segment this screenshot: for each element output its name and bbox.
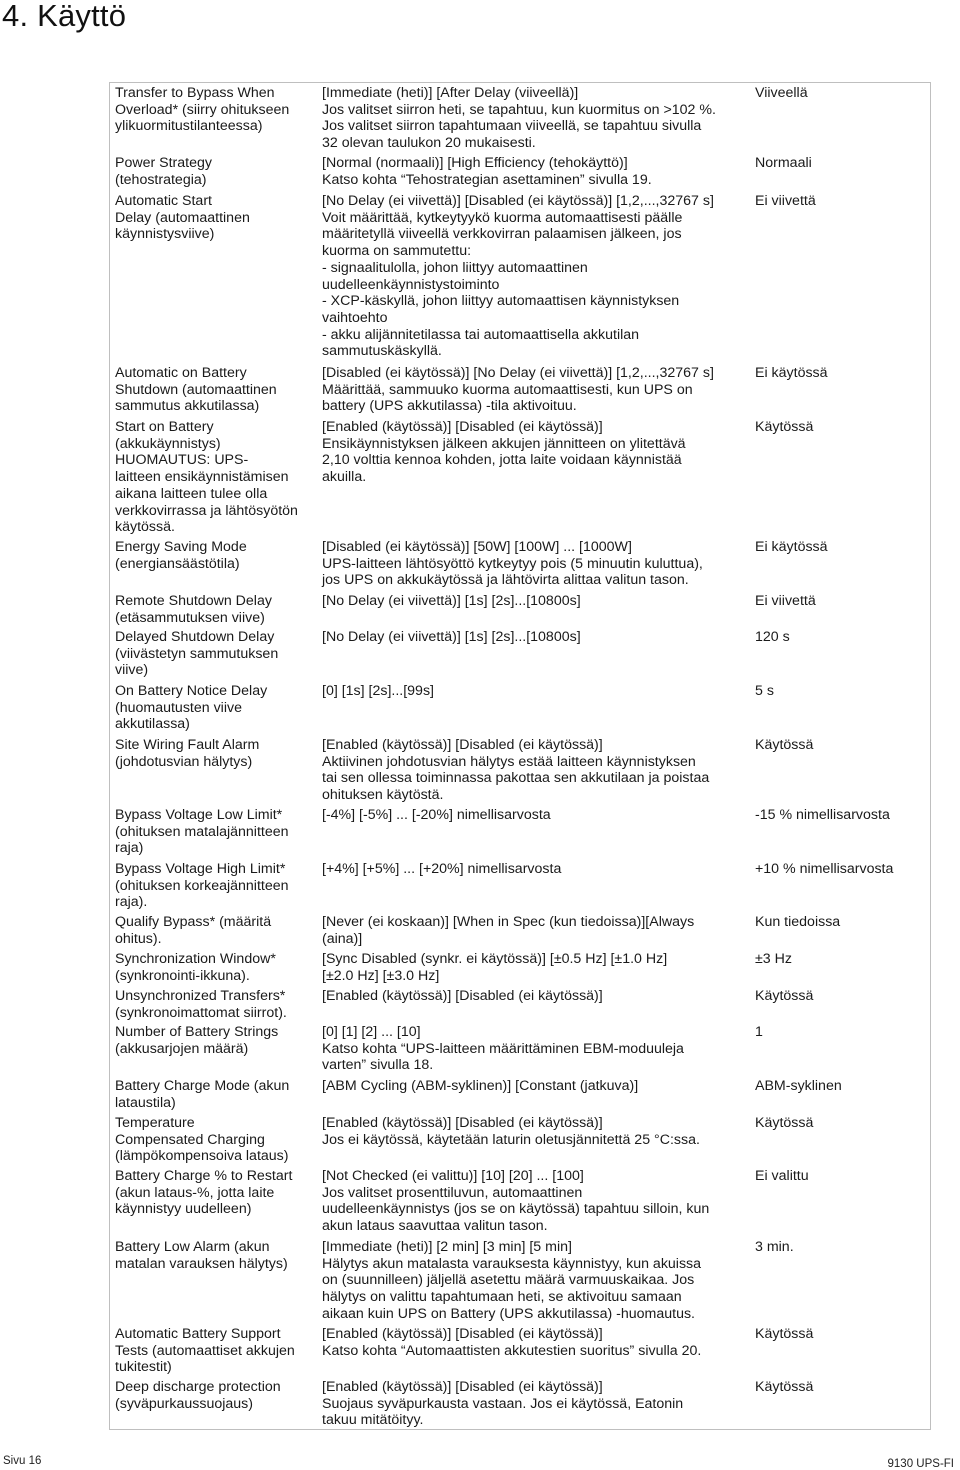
setting-options-line: [0] [1s] [2s]...[99s] — [322, 683, 434, 699]
setting-options-line: [Enabled (käytössä)] [Disabled (ei käytössä)] — [322, 988, 603, 1004]
setting-default — [755, 683, 927, 700]
setting-name-line: Automatic Start — [115, 193, 212, 209]
setting-default — [755, 914, 927, 931]
setting-options-line: akun lataus saavuttaa valitun tason. — [322, 1218, 548, 1235]
setting-name — [115, 539, 315, 572]
setting-options-line: uudelleenkäynnistys (jos se on käytössä) tapahtuu silloin, kun — [322, 1201, 710, 1218]
setting-options-line: [No Delay (ei viivettä)] [1s] [2s]...[10800s] — [322, 629, 581, 645]
setting-options-line: [Never (ei koskaan)] [When in Spec (kun tiedoissa)][Always — [322, 914, 695, 930]
setting-default — [755, 629, 927, 646]
settings-table — [109, 82, 931, 1430]
setting-options-line: - signaalitulolla, johon liittyy automaattinen — [322, 259, 588, 276]
setting-name-line: akkutilassa) — [115, 716, 190, 733]
setting-name — [115, 419, 315, 536]
setting-name — [115, 914, 315, 947]
setting-default-line: Ei viivettä — [755, 593, 816, 609]
setting-default — [755, 737, 927, 754]
setting-options-line: varten” sivulla 18. — [322, 1057, 434, 1074]
setting-options-line: Jos valitset siirron tapahtumaan viiveellä, se tapahtuu sivulla — [322, 118, 702, 135]
setting-name-line: Battery Charge % to Restart — [115, 1168, 293, 1184]
setting-name — [115, 593, 315, 626]
setting-name-line: Qualify Bypass* (määritä — [115, 914, 272, 930]
setting-name-line: raja). — [115, 894, 148, 911]
setting-options-line: [Normal (normaali)] [High Efficiency (tehokäyttö)] — [322, 155, 628, 171]
setting-name-line: Shutdown (automaattinen — [115, 381, 277, 398]
setting-default-line: Ei valittu — [755, 1168, 809, 1184]
setting-name — [115, 737, 315, 770]
setting-default — [755, 593, 927, 610]
setting-options-line: [Enabled (käytössä)] [Disabled (ei käytössä)] — [322, 1379, 603, 1395]
setting-options-line: on (suunnilleen) jäljellä asetettu määrä varmuuskaikaa. Jos — [322, 1272, 695, 1289]
setting-options-line: [Enabled (käytössä)] [Disabled (ei käytössä)] — [322, 737, 603, 753]
setting-default — [755, 85, 927, 102]
setting-options-line: [±2.0 Hz] [±3.0 Hz] — [322, 967, 440, 984]
setting-options — [322, 988, 752, 1005]
setting-options — [322, 1024, 752, 1074]
setting-name — [115, 951, 315, 984]
setting-name-line: käynnistyy uudelleen) — [115, 1201, 252, 1218]
setting-name-line: Automatic Battery Support — [115, 1326, 281, 1342]
setting-default-line: Ei käytössä — [755, 365, 828, 381]
setting-name — [115, 861, 315, 911]
setting-default-line: ABM-syklinen — [755, 1078, 842, 1094]
setting-name — [115, 1379, 315, 1412]
setting-options — [322, 683, 752, 700]
setting-options-line: [Immediate (heti)] [After Delay (viiveellä)] — [322, 85, 579, 101]
setting-name-line: (huomautusten viive — [115, 699, 242, 716]
setting-default — [755, 539, 927, 556]
setting-default — [755, 807, 927, 824]
setting-name-line: viive) — [115, 662, 149, 679]
setting-default — [755, 155, 927, 172]
setting-name-line: (viivästetyn sammutuksen — [115, 645, 279, 662]
setting-default — [755, 365, 927, 382]
setting-name — [115, 1078, 315, 1111]
setting-options-line: hälytys on valittu tapahtumaan heti, se aktivoituu samaan — [322, 1289, 682, 1306]
setting-options — [322, 629, 752, 646]
setting-options — [322, 737, 752, 804]
setting-options — [322, 1168, 752, 1235]
setting-name-line: Delay (automaattinen — [115, 209, 250, 226]
setting-name-line: Number of Battery Strings — [115, 1024, 279, 1040]
setting-name-line: Start on Battery — [115, 419, 214, 435]
setting-name-line: (ohituksen korkeajännitteen — [115, 877, 289, 894]
setting-name-line: käytössä. — [115, 519, 175, 536]
setting-options-line: battery (UPS akkutilassa) -tila aktivoituu. — [322, 398, 577, 415]
setting-name-line: ohitus). — [115, 930, 162, 947]
setting-name-line: (synkronoimattomat siirrot). — [115, 1004, 287, 1021]
setting-options-line: [ABM Cycling (ABM-syklinen)] [Constant (jatkuva)] — [322, 1078, 639, 1094]
setting-name-line: aikana laitteen tulee olla — [115, 485, 268, 502]
setting-default — [755, 1024, 927, 1041]
setting-options — [322, 1379, 752, 1429]
setting-options-line: Jos valitset siirron heti, se tapahtuu, kun kuormitus on >102 %. — [322, 101, 716, 118]
setting-name-line: Battery Low Alarm (akun — [115, 1239, 270, 1255]
setting-options-line: Jos ei käytössä, käytetään laturin oletusjännitettä 25 °C:ssa. — [322, 1131, 700, 1148]
setting-options — [322, 193, 752, 360]
setting-name-line: Site Wiring Fault Alarm — [115, 737, 260, 753]
setting-options-line: - akku alijännitetilassa tai automaattisella akkutilan — [322, 326, 640, 343]
setting-default — [755, 193, 927, 210]
page-number: Sivu 16 — [3, 1455, 42, 1467]
setting-name-line: käynnistysviive) — [115, 226, 215, 243]
setting-options-line: [-4%] [-5%] ... [-20%] nimellisarvosta — [322, 807, 551, 823]
setting-default — [755, 1078, 927, 1095]
setting-options-line: (aina)] — [322, 930, 363, 947]
setting-name-line: laitteen ensikäynnistämisen — [115, 469, 289, 486]
setting-default — [755, 1239, 927, 1256]
setting-name-line: On Battery Notice Delay — [115, 683, 268, 699]
page-title: 4. Käyttö — [2, 0, 127, 33]
setting-options-line: UPS-laitteen lähtösyöttö kytkeytyy pois (5 minuutin kuluttua), — [322, 555, 703, 572]
setting-name-line: Transfer to Bypass When — [115, 85, 275, 101]
setting-options-line: 32 olevan taulukon 20 mukaisesti. — [322, 135, 536, 152]
setting-name — [115, 807, 315, 857]
setting-name-line: matalan varauksen hälytys) — [115, 1255, 288, 1272]
setting-options-line: Voit määrittää, kytkeytyykö kuorma automaattisesti päälle — [322, 209, 683, 226]
setting-default-line: Kun tiedoissa — [755, 914, 841, 930]
setting-name-line: HUOMAUTUS: UPS- — [115, 452, 249, 469]
setting-name-line: (syväpurkaussuojaus) — [115, 1395, 253, 1412]
setting-options-line: Hälytys akun matalasta varauksesta käynnistyy, kun akuissa — [322, 1255, 702, 1272]
setting-options — [322, 365, 752, 415]
setting-options-line: [Not Checked (ei valittu)] [10] [20] ... [100] — [322, 1168, 584, 1184]
setting-options-line: tai sen ollessa toiminnassa pakottaa sen akkutilaan ja poistaa — [322, 770, 710, 787]
setting-options-line: 2,10 volttia kennoa kohden, jotta laite voidaan käynnistää — [322, 452, 682, 469]
setting-default-line: +10 % nimellisarvosta — [755, 861, 894, 877]
setting-options-line: määritetyllä viiveellä verkkovirran palaamisen jälkeen, jos — [322, 226, 682, 243]
setting-name — [115, 1168, 315, 1218]
setting-default — [755, 951, 927, 968]
setting-default-line: 1 — [755, 1024, 763, 1040]
setting-name — [115, 1115, 315, 1165]
setting-default — [755, 1326, 927, 1343]
setting-options-line: Katso kohta “Tehostrategian asettaminen” sivulla 19. — [322, 171, 652, 188]
setting-name-line: (tehostrategia) — [115, 171, 207, 188]
setting-name-line: Power Strategy — [115, 155, 212, 171]
setting-default — [755, 1379, 927, 1396]
setting-name-line: lataustila) — [115, 1094, 176, 1111]
header-band — [0, 0, 960, 33]
setting-options — [322, 861, 752, 878]
setting-default-line: Käytössä — [755, 1379, 814, 1395]
setting-name-line: (akkusarjojen määrä) — [115, 1040, 249, 1057]
setting-options-line: Katso kohta “UPS-laitteen määrittäminen EBM-moduuleja — [322, 1040, 684, 1057]
setting-options — [322, 807, 752, 824]
setting-options-line: vaihtoehto — [322, 309, 388, 326]
setting-name-line: (etäsammutuksen viive) — [115, 609, 265, 626]
setting-options-line: [Immediate (heti)] [2 min] [3 min] [5 min] — [322, 1239, 572, 1255]
setting-options-line: uudelleenkäynnistystoiminto — [322, 276, 500, 293]
setting-name — [115, 193, 315, 243]
setting-default-line: 120 s — [755, 629, 790, 645]
setting-options-line: takuu mitätöityy. — [322, 1412, 424, 1429]
setting-options — [322, 1115, 752, 1148]
setting-default — [755, 419, 927, 436]
setting-options-line: akuilla. — [322, 469, 367, 486]
setting-name — [115, 629, 315, 679]
setting-name-line: (energiansäästötila) — [115, 555, 240, 572]
setting-default-line: Normaali — [755, 155, 812, 171]
setting-name-line: (ohituksen matalajännitteen — [115, 823, 289, 840]
setting-options-line: [Sync Disabled (synkr. ei käytössä)] [±0.5 Hz] [±1.0 Hz] — [322, 951, 668, 967]
setting-name-line: Energy Saving Mode — [115, 539, 247, 555]
setting-name-line: Remote Shutdown Delay — [115, 593, 272, 609]
setting-default — [755, 861, 927, 878]
setting-default-line: Viiveellä — [755, 85, 808, 101]
setting-name-line: Bypass Voltage Low Limit* — [115, 807, 283, 823]
setting-options-line: [0] [1] [2] ... [10] — [322, 1024, 421, 1040]
setting-name-line: Temperature — [115, 1115, 195, 1131]
setting-default-line: ±3 Hz — [755, 951, 792, 967]
setting-name — [115, 1239, 315, 1272]
setting-default-line: Käytössä — [755, 1115, 814, 1131]
setting-options — [322, 1078, 752, 1095]
setting-options-line: Katso kohta “Automaattisten akkutestien suoritus” sivulla 20. — [322, 1342, 702, 1359]
setting-name — [115, 1024, 315, 1057]
setting-name-line: sammutus akkutilassa) — [115, 398, 260, 415]
setting-default-line: Käytössä — [755, 419, 814, 435]
setting-options-line: [+4%] [+5%] ... [+20%] nimellisarvosta — [322, 861, 562, 877]
setting-options-line: [No Delay (ei viivettä)] [Disabled (ei käytössä)] [1,2,...,32767 s] — [322, 193, 714, 209]
setting-options-line: Jos valitset prosenttiluvun, automaattinen — [322, 1184, 583, 1201]
setting-options-line: [Enabled (käytössä)] [Disabled (ei käytössä)] — [322, 419, 603, 435]
setting-name-line: Compensated Charging — [115, 1131, 265, 1148]
setting-default-line: 5 s — [755, 683, 774, 699]
setting-options — [322, 914, 752, 947]
setting-options-line: aikaan kuin UPS on Battery (UPS akkutilassa) -huomautus. — [322, 1305, 695, 1322]
setting-options-line: [No Delay (ei viivettä)] [1s] [2s]...[10800s] — [322, 593, 581, 609]
setting-default-line: Ei käytössä — [755, 539, 828, 555]
setting-name-line: Delayed Shutdown Delay — [115, 629, 275, 645]
setting-options-line: ohituksen käytöstä. — [322, 787, 444, 804]
setting-options — [322, 1239, 752, 1323]
setting-options-line: kuorma on sammutettu: — [322, 243, 472, 260]
setting-name-line: Tests (automaattiset akkujen — [115, 1342, 295, 1359]
setting-name-line: (akun lataus-%, jotta laite — [115, 1184, 275, 1201]
setting-options-line: [Enabled (käytössä)] [Disabled (ei käytössä)] — [322, 1115, 603, 1131]
setting-default — [755, 988, 927, 1005]
setting-name-line: Overload* (siirry ohitukseen — [115, 101, 290, 118]
setting-default-line: 3 min. — [755, 1239, 794, 1255]
setting-name — [115, 988, 315, 1021]
setting-options-line: Ensikäynnistyksen jälkeen akkujen jännitteen on ylitettävä — [322, 435, 686, 452]
setting-options-line: sammutuskäskyllä. — [322, 343, 442, 360]
setting-name — [115, 155, 315, 188]
setting-name — [115, 1326, 315, 1376]
setting-name — [115, 683, 315, 733]
setting-options-line: [Disabled (ei käytössä)] [No Delay (ei viivettä)] [1,2,...,32767 s] — [322, 365, 714, 381]
setting-name-line: Deep discharge protection — [115, 1379, 281, 1395]
setting-options-line: [Disabled (ei käytössä)] [50W] [100W] ... [1000W] — [322, 539, 632, 555]
setting-default — [755, 1115, 927, 1132]
setting-options — [322, 593, 752, 610]
setting-options-line: Suojaus syväpurkausta vastaan. Jos ei käytössä, Eatonin — [322, 1395, 684, 1412]
setting-default-line: -15 % nimellisarvosta — [755, 807, 890, 823]
setting-options-line: [Enabled (käytössä)] [Disabled (ei käytössä)] — [322, 1326, 603, 1342]
setting-name-line: ylikuormitustilanteessa) — [115, 118, 263, 135]
setting-options — [322, 951, 752, 984]
setting-name-line: (akkukäynnistys) — [115, 435, 221, 452]
setting-options-line: - XCP-käskyllä, johon liittyy automaattisen käynnistyksen — [322, 293, 680, 310]
setting-default-line: Käytössä — [755, 737, 814, 753]
setting-options-line: Määrittää, sammuuko kuorma automaattisesti, kun UPS on — [322, 381, 693, 398]
setting-name-line: (johdotusvian hälytys) — [115, 753, 253, 770]
setting-name-line: Synchronization Window* — [115, 951, 276, 967]
setting-default — [755, 1168, 927, 1185]
setting-name-line: (lämpökompensoiva lataus) — [115, 1148, 289, 1165]
setting-options — [322, 419, 752, 486]
setting-name-line: Bypass Voltage High Limit* — [115, 861, 286, 877]
setting-name — [115, 85, 315, 135]
setting-name-line: Unsynchronized Transfers* — [115, 988, 286, 1004]
setting-options — [322, 539, 752, 589]
setting-name-line: (synkronointi-ikkuna). — [115, 967, 250, 984]
setting-name-line: raja) — [115, 840, 144, 857]
setting-options-line: jos UPS on akkukäytössä ja lähtövirta alittaa valitun tason. — [322, 572, 689, 589]
setting-options — [322, 85, 752, 152]
setting-options — [322, 1326, 752, 1359]
setting-options — [322, 155, 752, 188]
setting-options-line: Aktiivinen johdotusvian hälytys estää laitteen käynnistyksen — [322, 753, 696, 770]
setting-name-line: Automatic on Battery — [115, 365, 247, 381]
document-code: 9130 UPS-FI — [887, 1458, 954, 1470]
setting-name-line: Battery Charge Mode (akun — [115, 1078, 290, 1094]
setting-name-line: tukitestit) — [115, 1359, 172, 1376]
setting-name-line: verkkovirrassa ja lähtösyötön — [115, 502, 298, 519]
setting-name — [115, 365, 315, 415]
setting-default-line: Käytössä — [755, 1326, 814, 1342]
setting-default-line: Käytössä — [755, 988, 814, 1004]
setting-default-line: Ei viivettä — [755, 193, 816, 209]
